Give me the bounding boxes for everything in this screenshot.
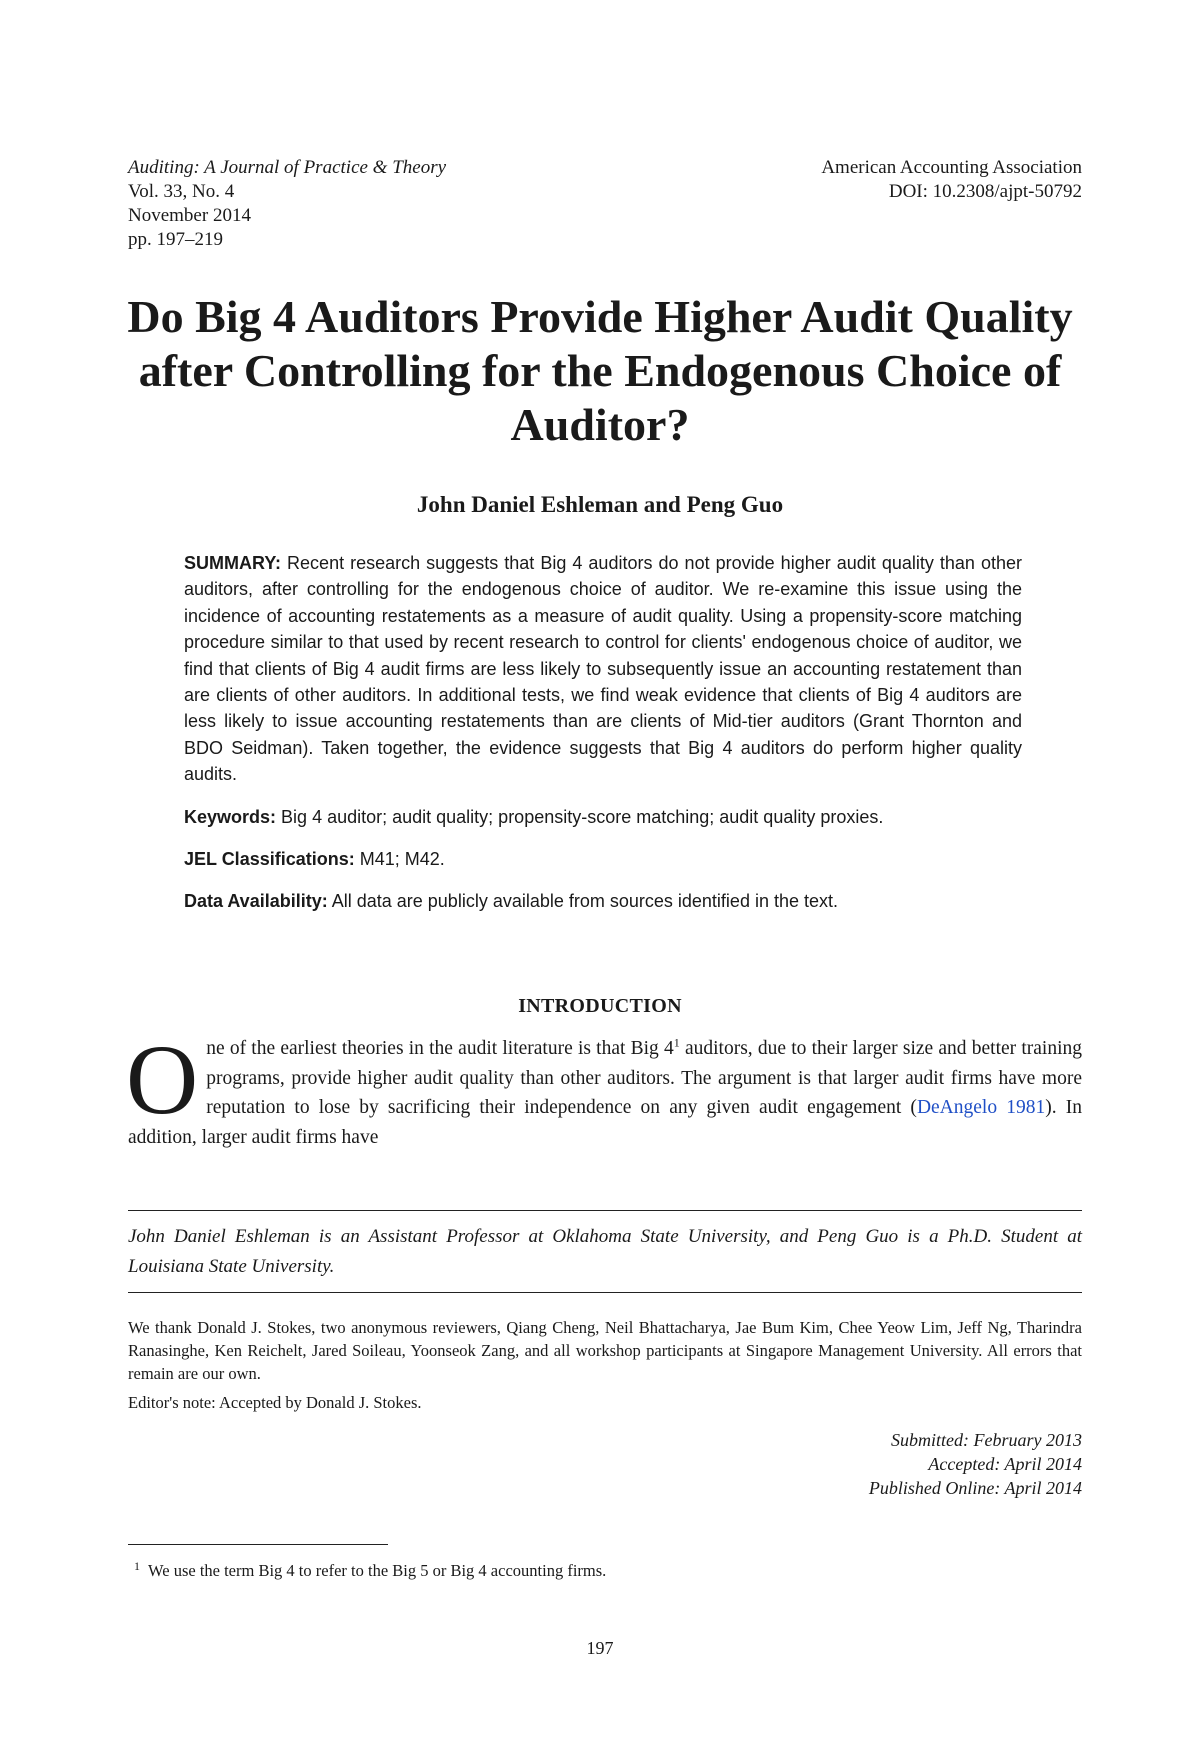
- page-number: 197: [586, 1638, 614, 1658]
- affiliation-top-rule: [128, 1210, 1082, 1211]
- summary-label: SUMMARY:: [184, 553, 281, 573]
- summary: [184, 550, 1022, 788]
- abstract: [184, 550, 1022, 915]
- author-affiliation: John Daniel Eshleman is an Assistant Professor at Oklahoma State University, and Peng Guo is a Ph.D. Student at Louisiana State University.: [128, 1226, 1082, 1277]
- published-date: Published Online: April 2014: [868, 1478, 1082, 1498]
- intro-text-end: ). In addition, larger audit firms have: [128, 1097, 1082, 1148]
- footnote-number: 1: [134, 1558, 140, 1573]
- footnote-text: We use the term Big 4 to refer to the Big 5 or Big 4 accounting firms.: [148, 1561, 607, 1580]
- keywords-text: Big 4 auditor; audit quality; propensity-score matching; audit quality proxies.: [281, 806, 884, 827]
- jel-text: M41; M42.: [359, 849, 445, 870]
- affiliation-bottom-rule: [128, 1292, 1082, 1293]
- introduction-heading: INTRODUCTION: [518, 995, 682, 1017]
- data-availability-label: Data Availability:: [184, 891, 328, 912]
- accepted-date: Accepted: April 2014: [928, 1454, 1082, 1474]
- footnote-rule: [128, 1544, 388, 1545]
- keywords: [184, 804, 1022, 830]
- journal-date: November 2014: [128, 205, 251, 226]
- summary-text: Recent research suggests that Big 4 auditors do not provide higher audit quality than other auditors, after controlling for the endogenous choice of auditor. We re-examine this issue using the incidence of accounting restatements as a measure of audit quality. Using a propensity-score matching procedure similar to that used by recent research to control for clients' endogenous choice of auditor, we find that clients of Big 4 audit firms are less likely to subsequently issue an accounting restatement than are clients of other auditors. In additional tests, we find weak evidence that clients of Big 4 auditors are less likely to issue accounting restatements than are clients of Mid-tier auditors (Grant Thornton and BDO Seidman). Taken together, the evidence suggests that Big 4 auditors do perform higher quality audits.: [184, 553, 1022, 785]
- article-title: Do Big 4 Auditors Provide Higher Audit Quality after Controlling for the Endogenous Choice of Auditor?: [127, 291, 1073, 450]
- acknowledgment: We thank Donald J. Stokes, two anonymous reviewers, Qiang Cheng, Neil Bhattacharya, Jae Bum Kim, Chee Yeow Lim, Jeff Ng, Tharindra Ranasinghe, Ken Reichelt, Jared Soileau, Yoonseok Zang, and all workshop participants at Singapore Management University. All errors that remain are our own.: [128, 1318, 1082, 1383]
- data-availability: [184, 888, 1022, 914]
- doi[interactable]: DOI: 10.2308/ajpt-50792: [888, 181, 1082, 202]
- footnote: [134, 1560, 606, 1582]
- submitted-date: Submitted: February 2013: [891, 1430, 1082, 1450]
- journal-pages: pp. 197–219: [128, 229, 223, 250]
- journal-volume: Vol. 33, No. 4: [128, 181, 235, 202]
- journal-name: Auditing: A Journal of Practice & Theory: [128, 157, 447, 178]
- journal-info: [128, 156, 446, 252]
- publisher-info: [821, 156, 1082, 204]
- editor-note: Editor's note: Accepted by Donald J. Stokes.: [128, 1393, 422, 1412]
- keywords-label: Keywords:: [184, 806, 277, 827]
- jel-classifications: [184, 846, 1022, 872]
- citation-link[interactable]: DeAngelo 1981: [916, 1097, 1046, 1118]
- article-authors: John Daniel Eshleman and Peng Guo: [416, 492, 784, 517]
- publisher-name: American Accounting Association: [821, 157, 1082, 178]
- introduction-paragraph: [126, 1024, 1082, 1152]
- intro-text-start: ne of the earliest theories in the audit literature is that Big 4: [206, 1038, 674, 1059]
- data-availability-text: All data are publicly available from sources identified in the text.: [331, 891, 839, 912]
- drop-cap: O: [126, 1024, 199, 1135]
- publication-dates: [869, 1428, 1082, 1500]
- intro-text-middle: auditors, due to their larger size and better training programs, provide higher audit quality than other auditors. The argument is that larger audit firms have more reputation to lose by sacrificing their independence on any given audit engagement (: [206, 1038, 1082, 1118]
- jel-label: JEL Classifications:: [184, 849, 355, 870]
- footnote-marker-link[interactable]: 1: [673, 1035, 680, 1050]
